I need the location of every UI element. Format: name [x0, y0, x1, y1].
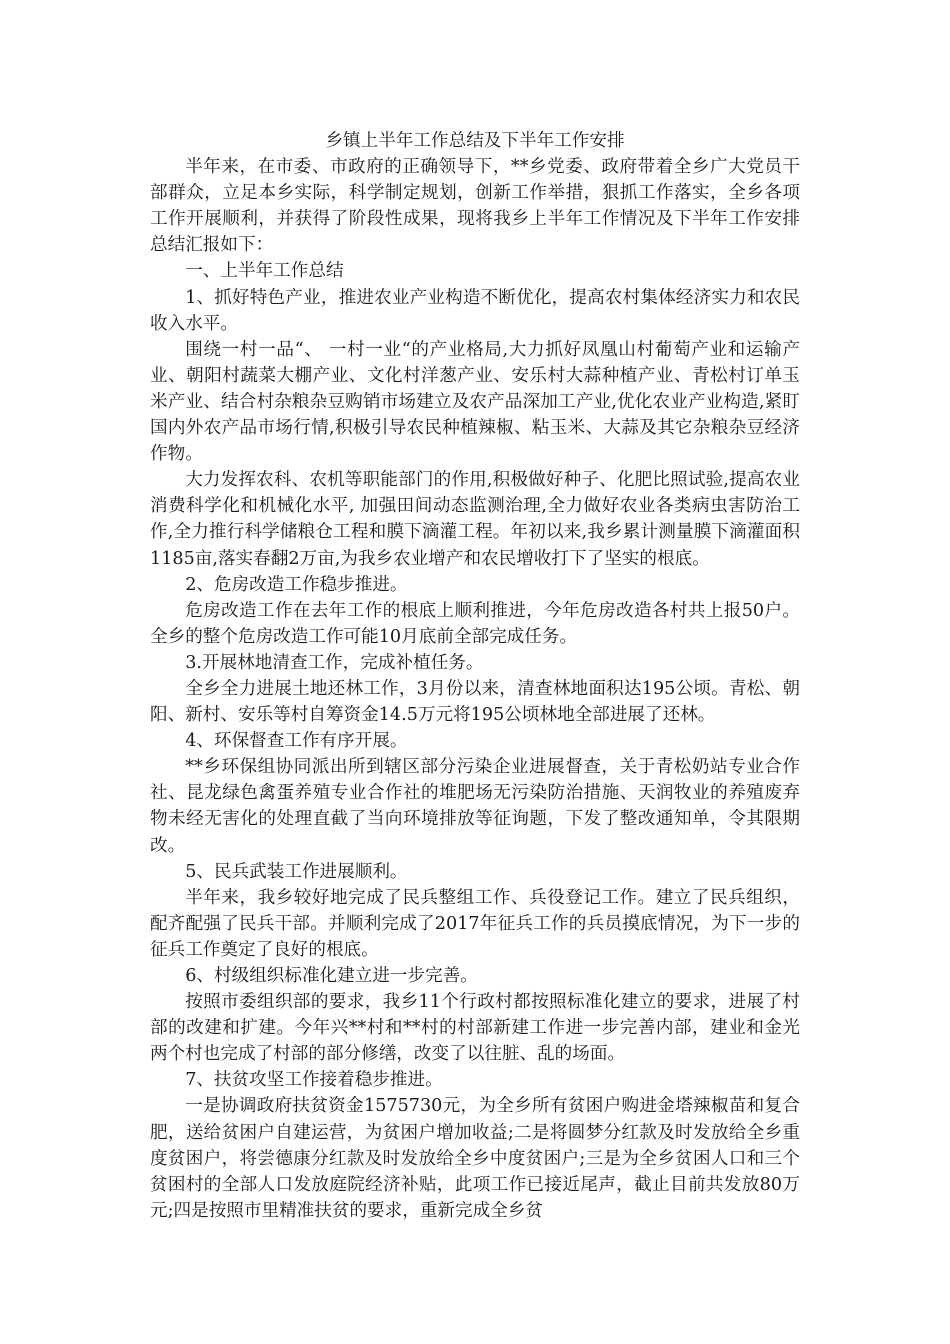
- item-heading-7: 7、扶贫攻坚工作接着稳步推进。: [185, 1070, 443, 1091]
- item-heading-4: 4、环保督查工作有序开展。: [185, 731, 408, 752]
- paragraph-item-2: 危房改造工作在去年工作的根底上顺利推进，今年危房改造各村共上报50户。全乡的整个危房改造工作可能10月底前全部完成任务。: [150, 600, 800, 647]
- document-page: [150, 128, 800, 1224]
- paragraph-item-1a: 围绕一村一品“、 一村一业“的产业格局,大力抓好凤凰山村葡萄产业和运输产业、朝阳村蔬菜大棚产业、文化村洋葱产业、安乐村大蒜种植产业、青松村订单玉米产业、结合村杂粮杂豆购销市场建立及农产品深加工产业,优化农业产业构造,紧盯国内外农产品市场行情,积极引导农民种植辣椒、粘玉米、大蒜及其它杂粮杂豆经济作物。: [150, 339, 800, 465]
- document-title: 乡镇上半年工作总结及下半年工作安排: [325, 131, 625, 151]
- item-heading-5: 5、民兵武装工作进展顺利。: [185, 861, 408, 882]
- paragraph-intro: 半年来，在市委、市政府的正确领导下，**乡党委、政府带着全乡广大党员干部群众，立足本乡实际，科学制定规划，创新工作举措，狠抓工作落实，全乡各项工作开展顺利，并获得了阶段性成果，现将我乡上半年工作情况及下半年工作安排总结汇报如下：: [150, 157, 800, 256]
- item-heading-1: 1、抓好特色产业，推进农业产业构造不断优化，提高农村集体经济实力和农民收入水平。: [150, 287, 800, 334]
- section-heading: 一、上半年工作总结: [185, 261, 344, 282]
- item-heading-2: 2、危房改造工作稳步推进。: [185, 574, 408, 595]
- paragraph-item-3: 全乡全力进展土地还林工作，3月份以来，清查林地面积达195公顷。青松、朝阳、新村、安乐等村自筹资金14.5万元将195公顷林地全部进展了还林。: [150, 678, 800, 726]
- paragraph-item-5: 半年来，我乡较好地完成了民兵整组工作、兵役登记工作。建立了民兵组织，配齐配强了民兵干部。并顺利完成了2017年征兵工作的兵员摸底情况，为下一步的征兵工作奠定了良好的根底。: [150, 887, 800, 960]
- paragraph-item-1b: 大力发挥农科、农机等职能部门的作用,积极做好种子、化肥比照试验,提高农业消费科学化和机械化水平, 加强田间动态监测治理,全力做好农业各类病虫害防治工作,全力推行科学储粮仓工程和膜下滴灌工程。年初以来,我乡累计测量膜下滴灌面积1185亩,落实春翻2万亩,为我乡农业增产和农民增收打下了坚实的根底。: [150, 470, 800, 569]
- paragraph-item-7: 一是协调政府扶贫资金1575730元，为全乡所有贫困户购进金塔辣椒苗和复合肥，送给贫困户自建运营，为贫困户增加收益;二是将圆梦分红款及时发放给全乡重度贫困户，将尝德康分红款及时发放给全乡中度贫困户;三是为全乡贫困人口和三个贫困村的全部人口发放庭院经济补贴，此项工作已接近尾声，截止目前共发放80万元;四是按照市里精准扶贫的要求，重新完成全乡贫: [150, 1096, 800, 1221]
- paragraph-item-4: **乡环保组协同派出所到辖区部分污染企业进展督查，关于青松奶站专业合作社、昆龙绿色禽蛋养殖专业合作社的堆肥场无污染防治措施、天润牧业的养殖废弃物未经无害化的处理直截了当向环境排放等征询题，下发了整改通知单，令其限期改。: [150, 757, 800, 856]
- paragraph-item-6: 按照市委组织部的要求，我乡11个行政村都按照标准化建立的要求，进展了村部的改建和扩建。今年兴**村和**村的村部新建工作进一步完善内部，建业和金光两个村也完成了村部的部分修缮，改变了以往脏、乱的场面。: [150, 992, 800, 1065]
- item-heading-3: 3.开展林地清查工作，完成补植任务。: [185, 652, 484, 673]
- item-heading-6: 6、村级组织标准化建立进一步完善。: [185, 966, 478, 986]
